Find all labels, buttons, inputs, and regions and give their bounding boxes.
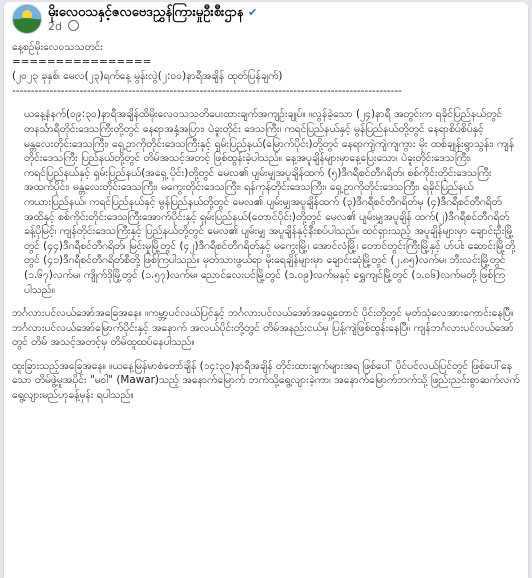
- para-bay-of-bengal: ဘင်္ဂလားပင်လယ်အော်အခြေအနေ။ ။ကမ္ဘာ့ပင်လယ်ပြင်နှင့် ဘင်္ဂလားပင်လယ်အော်အရှေ့တောင် ပိုင်းတို့တွင် မုတ်သုံလေအားကောင်းနေပြီ။ ဘင်္ဂလားပင်လယ်အော်မြောက်ပိုင်းနှင့် အနောက် အလယ်ပိုင်းတို့တွင် တိမ်အနည်းငယ်မှ ပြန့်ကျဲဖြစ်ထွန်းနေပြီ။ ကျန်ဘင်္ဂလားပင်လယ်အော်တွင် တိမ် အသင့်အတင့်မှ တိမ်ထူထပ်နေပါသည်။: [12, 307, 517, 349]
- post-body: [12, 40, 520, 403]
- verified-icon: ✔: [248, 6, 258, 19]
- post-date-line: (၂၀၂၃ ခုနှစ်၊ မေလ(၂၃)ရက်နေ့ မွန်းလွဲ(၂:၀၀)နာရီအချိန် ထုတ်ပြန်ချက်): [12, 70, 283, 83]
- page-name-text[interactable]: မိုးလေဝသနှင့်ဇလဗေဒညွှန်ကြားမှုဦးစီးဌာန: [48, 5, 244, 20]
- page-avatar[interactable]: [12, 4, 42, 34]
- para-special-condition: ထူးခြားသည့်အခြေအနေ။ ။ယနေ့မြန်မာစံတော်ချိန် (၁၄:၃၀)နာရီအချိန် တိုင်းထားချက်များအရ ဖြစ်ပေါ် ပိုင်ပင်လယ်ပြင်တွင် ဖြစ်ပေါ်နေသော တိမ်ဖွဲ့မှုအပိုင်း "မဝါ" (Mawar)သည့် အနောက်မြောက် ဘက်သို့ရွေ့လျားခဲ့ကာ၊ အနောက်မြောက်ဘက်သို့ ဖြည်းညင်းစွာဆက်လက်ရွေ့လျားမည်ဟုခန့်မှန်း ရပါသည်။: [12, 359, 520, 402]
- para-summary: ယနေ့နံနက်(၀၉:၃၀)နာရီအချိန်ထိမိုးလေဝသသတိပေးထားချက်အကျဉ်းချုပ်။ ။လွန်ခဲ့သော (၂၄)နာရီ အတွင်းက ရခိုင်ပြည်နယ်တွင် တနင်္သာရီတိုင်းဒေသကြီးတို့တွင် နေရာအနှံ့အပြား၊ ပဲခူးတိုင်း ဒေသကြီး၊ ကရင်ပြည်နယ်နှင့် မွန်ပြည်နယ်တို့တွင် နေရာစိပ်စိပ်နှင့် မန္တလေးတိုင်းဒေသကြီး၊ ရှေ့ဥာကိုတိုင်းဒေသကြီးနှင့် ရှမ်းပြည်နယ်(မြောက်ပိုင်း)တို့တွင် နေရာကျဲကျဲကျကွား မိုး ထစ်ချုန်းရွာသွန်း၊ ကျန်တိုင်းဒေသကြီး ပြည်နယ်တို့တွင် တိမ်အသင့်အတင့် ဖြစ်ထွန်းခဲ့ပါသည်။ နေ့အပူချိန်များမှာနေ့ပြေးသော၊ ပဲခူးတိုင်းဒေသကြီး၊ ကရင်ပြည်နယ်နှင့် ရှမ်းပြည်နယ်(အရှေ့ ပိုင်း)တို့တွင် မေလ၏ ပျမ်းမျှအပူချိန်ထက် (၅)ဒီဂရီစင်တီဂရိတ်၊ စစ်ကိုင်းတိုင်းဒေသကြီး အထက်ပိုင်း၊ မန္တလေးတိုင်းဒေသကြီး၊ မကွေးတိုင်းဒေသကြီး၊ ရန်ကုန်တိုင်းဒေသကြီး၊ ရှေ့ဥာကိုတိုင်းဒေသကြီး၊ ရခိုင်ပြည်နယ်ကယားပြည်နယ်၊ ကရင်ပြည်နယ်နှင့် မွန်ပြည်နယ်တို့တွင် မေလ၏ ပျမ်းမျှအပူချိန်ထက် (၃)ဒီဂရီစင်တီဂရိတ်မှ (၄)ဒီဂရီစင်တီဂရိတ်အထိနှင့် စစ်ကိုင်းတိုင်းဒေသကြီးအောက်ပိုင်းနှင့် ရှမ်းပြည်နယ်(တောင်ပိုင်း)တို့တွင် မေလ၏ ပျမ်းမျှအပူချိန် ထက်(၂)ဒီဂရီစင်တီဂရိတ်ခန့်ပိုမြင့်၊ ကျန်တိုင်းဒေသကြီးနှင့် ပြည်နယ်တို့တွင် မေလ၏ ပျမ်းမျှ အပူချိန်နှင့်နီးစပ်ပါသည်။ ထင်ရှားသည့် အပူချိန်များမှာ ချောင်းဦးမြို့တွင် (၄၄)ဒီဂရီစင်တီဂရိတ်၊ မြင်းမူမြို့တွင် (၄၂)ဒီဂရီစင်တီဂရိတ်နှင့် မကွေးမြို့၊ အောင်လံမြို့၊ တောင်တွင်းကြီးမြို့နှင့် ဟ်ပါး ဆောင်းမြို့တို့တွင် (၄၁)ဒီဂရီစင်တီဂရိတ်စီတို့ ဖြစ်ကြပါသည်။ မှတ်သားဖွယ်ရာ မိုးရေချိန်များမှာ ချောင်းဆုံမြို့တွင် (၂.၈၅)လက်မ၊ ဘီးလင်းမြို့တွင် (၁.၆၇)လက်မ၊ ကျိုက်ဒိုမြို့တွင် (၁.၅၇)လက်မ၊ ညောင်လေးပင်မြို့တွင် (၁.၀၉)လက်မနှင့် ရွှေကျင်မြို့တွင် (၁.၀၆)လက်မတို့ ဖြစ်ကြပါသည်။: [24, 108, 516, 296]
- post-greeting: နေ့စဉ်မိုးလေဝသသတင်း: [12, 41, 104, 53]
- post-meta: [48, 20, 79, 33]
- avatar-hill: [12, 18, 42, 34]
- separator-1: ================: [12, 55, 152, 68]
- post-card: [4, 2, 528, 578]
- post-header: [4, 2, 528, 36]
- globe-icon: [68, 20, 79, 31]
- post-time[interactable]: 2d: [48, 20, 62, 33]
- separator-2: --------------------------------------------------------------------------------------------------------: [12, 84, 402, 97]
